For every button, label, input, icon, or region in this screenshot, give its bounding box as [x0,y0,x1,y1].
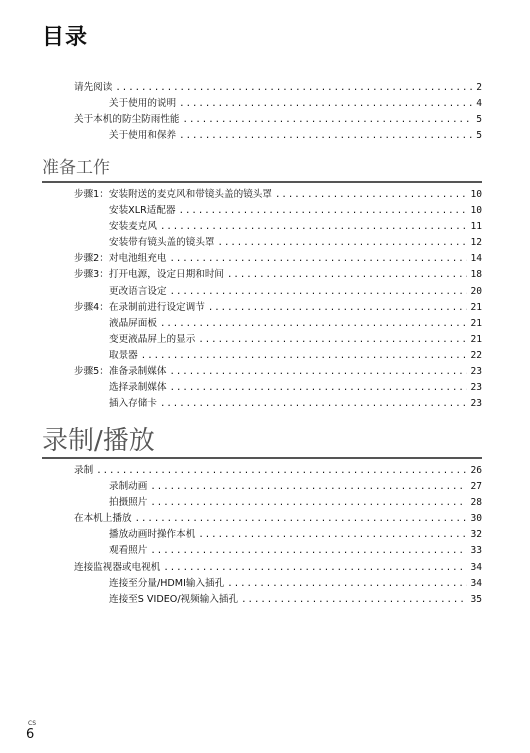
toc-entry[interactable] [42,543,482,559]
toc-entry-page: 26 [470,465,482,476]
toc-entry[interactable] [42,187,482,203]
toc-leader-dots [163,560,467,576]
toc-entry[interactable] [42,396,482,412]
toc-entry[interactable] [42,316,482,332]
toc-leader-dots [170,380,468,396]
toc-entry-page: 35 [470,593,482,605]
toc-entry[interactable] [42,332,482,348]
toc-entry-label: 安装麦克风 [109,221,157,233]
toc-entry-label: 录制 [74,465,94,476]
toc-entry-label: 拍摄照片 [109,497,148,509]
toc-entry[interactable] [42,511,482,527]
toc-entry-label: 步骤3：打开电源，设定日期和时间 [74,269,225,281]
toc-entry-page: 34 [470,561,482,573]
toc-entry-page: 27 [470,481,482,493]
toc-entry-label: 关于本机的防尘防雨性能 [74,114,180,126]
language-code: CS [28,720,36,727]
toc-entry-page: 21 [470,317,482,329]
toc-entry[interactable] [42,96,482,112]
toc-section-intro [42,76,482,144]
toc-entry[interactable] [42,300,482,316]
toc-leader-dots [227,267,467,283]
toc-leader-dots [170,284,468,300]
toc-leader-dots [169,364,467,380]
toc-entry-page: 21 [470,333,482,345]
toc-leader-dots [198,332,467,348]
toc-entry-page: 10 [470,189,482,200]
toc-entry-label: 连接监视器或电视机 [74,561,161,573]
toc-entry-label: 播放动画时操作本机 [109,529,196,541]
toc-entry[interactable] [42,527,482,543]
toc-leader-dots [169,251,467,267]
toc-entry-label: 安装带有镜头盖的镜头罩 [109,237,215,249]
toc-list [42,187,482,412]
toc-entry-page: 33 [470,545,482,557]
toc-leader-dots [227,576,467,592]
toc-entry[interactable] [42,576,482,592]
toc-entry[interactable] [42,284,482,300]
toc-leader-dots [141,348,468,364]
toc-entry-label: 取景器 [109,349,138,361]
toc-entry-page: 32 [470,529,482,541]
toc-list [42,80,482,144]
toc-leader-dots [150,479,467,495]
toc-entry-label: 变更液晶屏上的显示 [109,333,196,345]
toc-leader-dots [160,316,467,332]
toc-entry-label: 步骤2：对电池组充电 [74,253,167,265]
toc-entry-label: 更改语言设定 [109,285,167,297]
toc-entry-label: 请先阅读 [74,82,113,93]
toc-entry[interactable] [42,560,482,576]
toc-entry-label: 观看照片 [109,545,148,557]
toc-entry-label: 步骤4：在录制前进行设定调节 [74,301,205,313]
toc-entry-page: 10 [470,205,482,217]
toc-leader-dots [275,187,467,203]
toc-leader-dots [179,128,473,144]
toc-leader-dots [241,592,467,608]
toc-entry-label: 步骤1：安装附送的麦克风和带镜头盖的镜头罩 [74,189,272,200]
toc-entry[interactable] [42,203,482,219]
toc-leader-dots [218,235,468,251]
toc-leader-dots [183,112,474,128]
toc-entry-label: 步骤5：准备录制媒体 [74,366,167,378]
toc-entry[interactable] [42,479,482,495]
toc-entry-page: 23 [470,366,482,378]
toc-leader-dots [208,300,468,316]
toc-entry-page: 11 [470,221,482,233]
toc-entry-page: 14 [470,253,482,265]
toc-entry[interactable] [42,219,482,235]
toc-entry-label: 关于使用的说明 [109,98,177,110]
toc-entry-page: 22 [470,349,482,361]
toc-entry[interactable] [42,267,482,283]
toc-entry-page: 28 [470,497,482,509]
toc-list [42,463,482,608]
toc-entry[interactable] [42,592,482,608]
toc-entry-label: 液晶屏面板 [109,317,157,329]
toc-entry-page: 5 [476,114,482,126]
toc-entry-label: 插入存储卡 [109,398,157,410]
toc-leader-dots [96,463,467,479]
toc-entry-page: 23 [470,382,482,394]
page-title: 目录 [42,25,89,50]
toc-leader-dots [179,203,468,219]
toc-entry[interactable] [42,495,482,511]
toc-entry-label: 在本机上播放 [74,513,132,525]
toc-entry-page: 12 [470,237,482,249]
toc-entry-page: 20 [470,285,482,297]
toc-section-recording-playback [42,428,482,608]
toc-entry[interactable] [42,348,482,364]
toc-leader-dots [160,219,467,235]
toc-leader-dots [150,495,467,511]
toc-entry[interactable] [42,380,482,396]
toc-leader-dots [115,80,473,96]
toc-entry[interactable] [42,80,482,96]
toc-entry-page: 21 [470,301,482,313]
toc-entry[interactable] [42,235,482,251]
toc-entry[interactable] [42,128,482,144]
toc-entry[interactable] [42,112,482,128]
toc-entry-label: 选择录制媒体 [109,382,167,394]
toc-section-preparation [42,160,482,412]
toc-leader-dots [179,96,473,112]
toc-leader-dots [135,511,468,527]
toc-entry[interactable] [42,364,482,380]
toc-entry[interactable] [42,463,482,479]
toc-entry[interactable] [42,251,482,267]
toc-entry-page: 23 [470,398,482,410]
toc-entry-page: 2 [476,82,482,93]
toc-entry-label: 连接至分量/HDMI输入插孔 [109,577,225,589]
toc-entry-label: 连接至S VIDEO/视频输入插孔 [109,593,239,605]
toc-entry-label: 录制动画 [109,481,148,493]
toc-entry-page: 4 [476,98,482,110]
toc-entry-page: 30 [470,513,482,525]
toc-entry-page: 34 [470,577,482,589]
toc-leader-dots [198,527,467,543]
toc-entry-label: 关于使用和保养 [109,130,177,142]
toc-entry-page: 5 [476,130,482,142]
toc-entry-label: 安装XLR适配器 [109,205,176,217]
section-heading: 录制/播放 [42,428,482,459]
toc-leader-dots [150,543,467,559]
toc-leader-dots [160,396,467,412]
section-heading: 准备工作 [42,160,482,183]
toc-entry-page: 18 [470,269,482,281]
page-number: 6 [26,727,35,742]
